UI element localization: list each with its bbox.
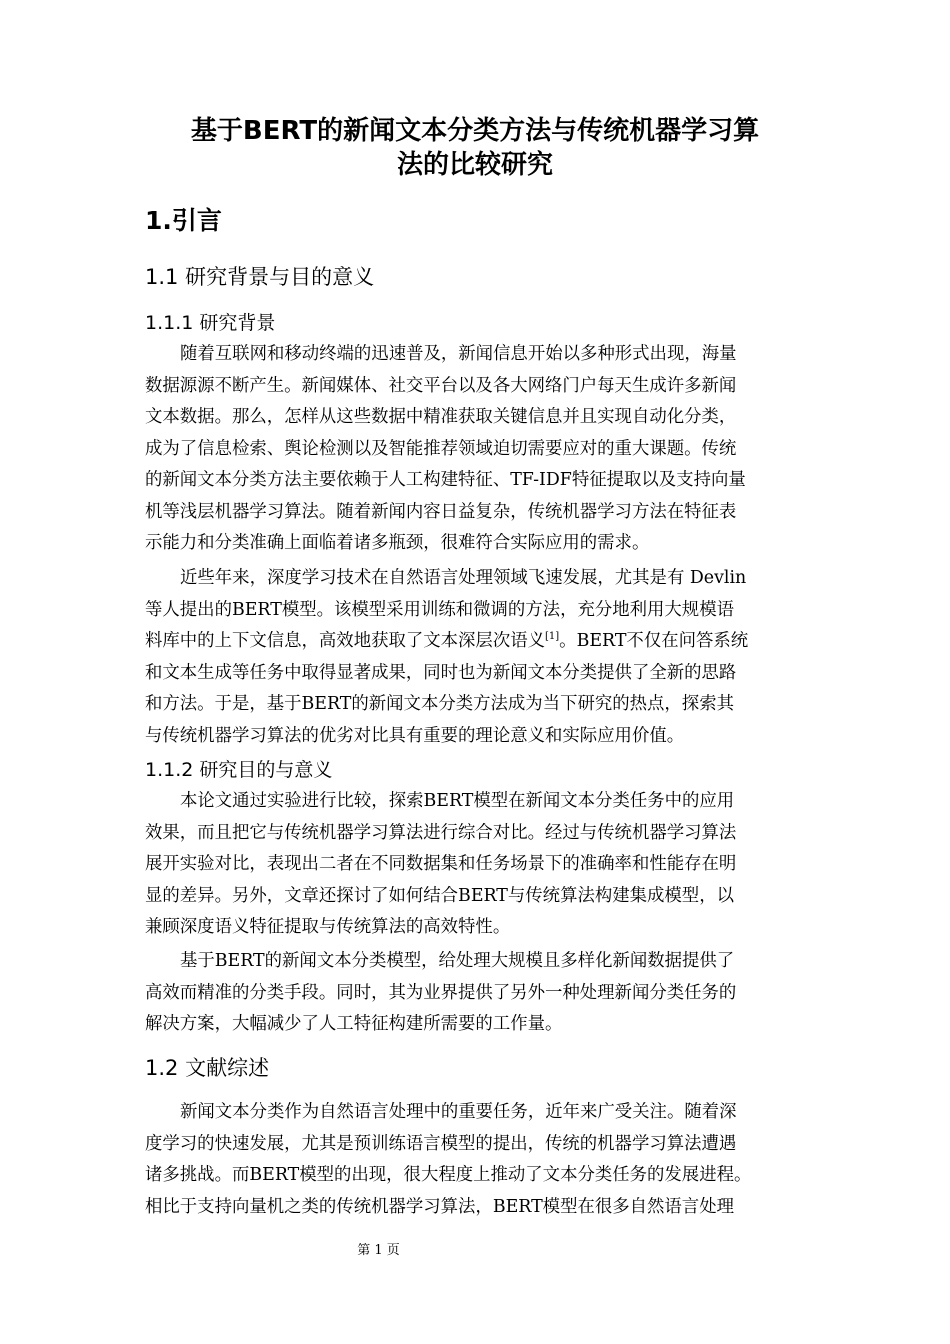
paragraph-literature-review [145, 1097, 815, 1223]
text-line: 展开实验对比，表现出二者在不同数据集和任务场景下的准确率和性能存在明 [145, 854, 737, 874]
text-line: 随着互联网和移动终端的迅速普及，新闻信息开始以多种形式出现，海量 [180, 344, 737, 364]
text-line: 的新闻文本分类方法主要依赖于人工构建特征、TF-IDF特征提取以及支持向量 [145, 470, 746, 490]
paragraph-background-2 [145, 563, 815, 752]
text-line: 显的差异。另外，文章还探讨了如何结合BERT与传统算法构建集成模型，以 [145, 885, 734, 906]
text-line: 示能力和分类准确上面临着诸多瓶颈，很难符合实际应用的需求。 [145, 533, 650, 553]
text-line: 新闻文本分类作为自然语言处理中的重要任务，近年来广受关注。随着深 [180, 1102, 737, 1122]
citation: [1] [545, 631, 560, 643]
paragraph-purpose-1 [145, 786, 815, 944]
title-line-2: 法的比较研究 [396, 150, 553, 180]
title-line-1: 基于BERT的新闻文本分类方法与传统机器学习算 [190, 116, 760, 146]
text-line: 料库中的上下文信息，高效地获取了文本深层次语义[1]。BERT不仅在问答系统 [145, 631, 749, 651]
paragraph-purpose-2 [145, 946, 815, 1041]
text-line: 和文本生成等任务中取得显著成果，同时也为新闻文本分类提供了全新的思路 [145, 662, 737, 683]
heading-introduction: 1.引言 [145, 206, 222, 235]
text-line: 机等浅层机器学习算法。随着新闻内容日益复杂，传统机器学习方法在特征表 [145, 501, 737, 522]
text-line: 文本数据。那么，怎样从这些数据中精准获取关键信息并且实现自动化分类， [145, 407, 737, 427]
text-line: 度学习的快速发展，尤其是预训练语言模型的提出，传统的机器学习算法遭遇 [145, 1133, 737, 1154]
page-number: 第 1 页 [357, 1243, 400, 1258]
heading-1-1-1: 1.1.1 研究背景 [145, 312, 276, 334]
text-line: 兼顾深度语义特征提取与传统算法的高效特性。 [145, 917, 511, 937]
text-line: 数据源源不断产生。新闻媒体、社交平台以及各大网络门户每天生成许多新闻 [145, 375, 737, 396]
text-line: 和方法。于是，基于BERT的新闻文本分类方法成为当下研究的热点，探索其 [145, 694, 734, 714]
text-line: 高效而精准的分类手段。同时，其为业界提供了另外一种处理新闻分类任务的 [145, 982, 737, 1003]
text-line: 基于BERT的新闻文本分类模型，给处理大规模且多样化新闻数据提供了 [180, 951, 735, 971]
heading-1-1: 1.1 研究背景与目的意义 [145, 265, 375, 289]
text-line: 等人提出的BERT模型。该模型采用训练和微调的方法，充分地利用大规模语 [145, 599, 734, 620]
paper-title [130, 114, 820, 182]
paragraph-background-1 [145, 339, 815, 560]
heading-1-1-2: 1.1.2 研究目的与意义 [145, 759, 333, 781]
text-line: 本论文通过实验进行比较，探索BERT模型在新闻文本分类任务中的应用 [180, 791, 735, 811]
text-line: 解决方案，大幅减少了人工特征构建所需要的工作量。 [145, 1014, 563, 1034]
heading-1-2: 1.2 文献综述 [145, 1056, 270, 1080]
text-line: 诸多挑战。而BERT模型的出现，很大程度上推动了文本分类任务的发展进程。 [145, 1165, 752, 1185]
text-line: 近些年来，深度学习技术在自然语言处理领域飞速发展，尤其是有 Devlin [180, 568, 747, 588]
text-line: 相比于支持向量机之类的传统机器学习算法，BERT模型在很多自然语言处理 [145, 1196, 734, 1217]
text-line: 效果，而且把它与传统机器学习算法进行综合对比。经过与传统机器学习算法 [145, 822, 737, 843]
text-line: 成为了信息检索、舆论检测以及智能推荐领域迫切需要应对的重大课题。传统 [145, 438, 737, 459]
text-line: 与传统机器学习算法的优劣对比具有重要的理论意义和实际应用价值。 [145, 725, 685, 746]
